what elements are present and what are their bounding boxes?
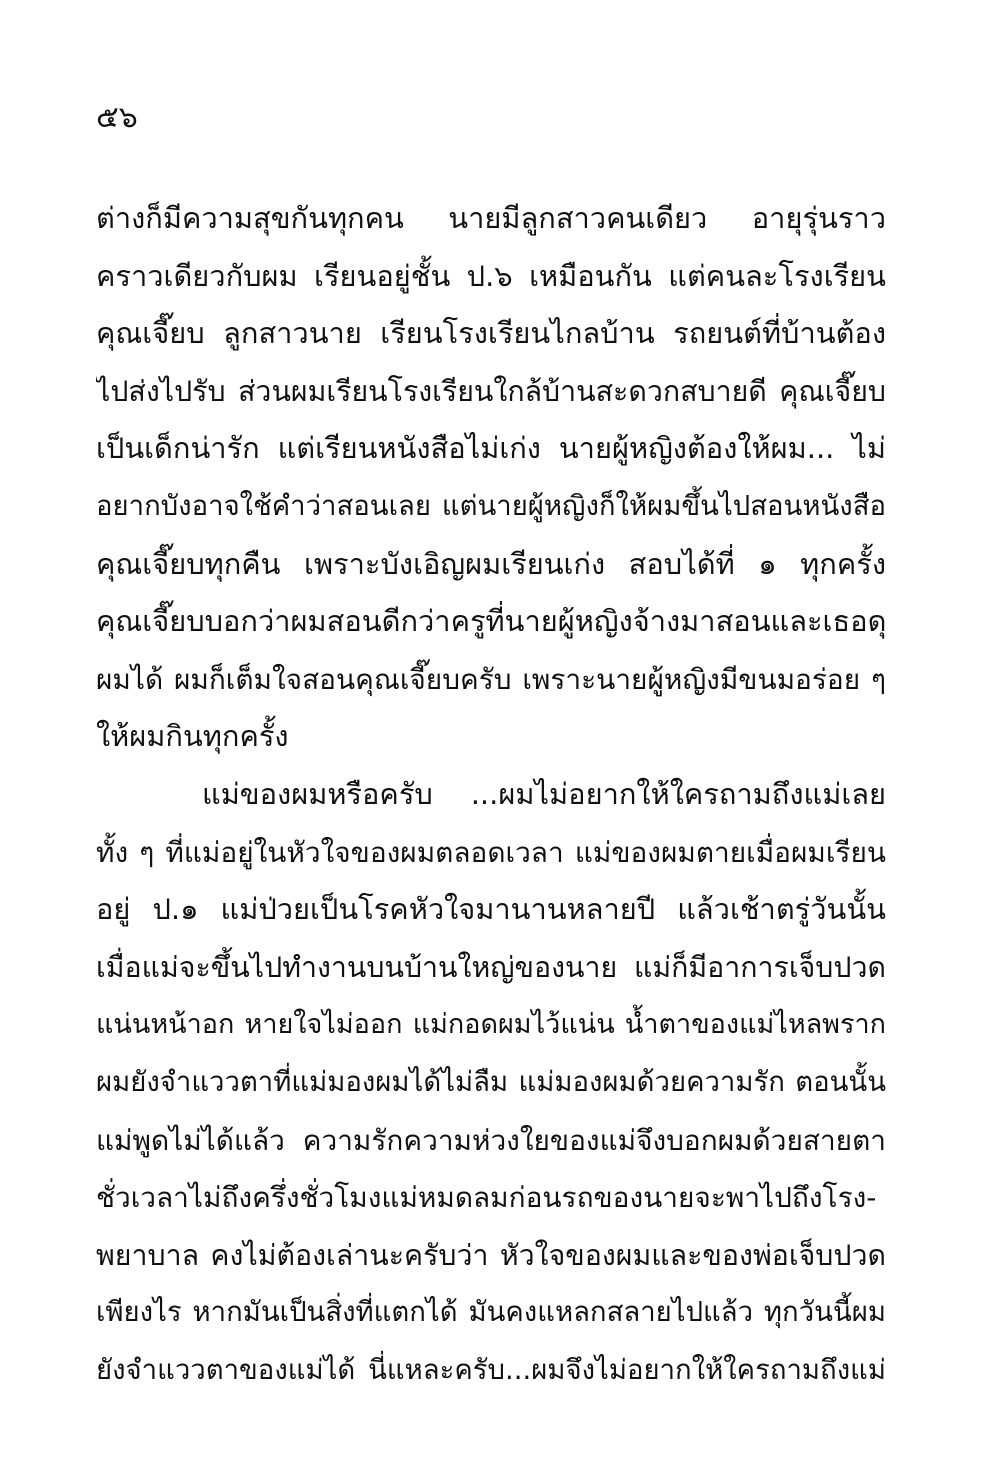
text-line: ต่างก็มีความสุขกันทุกคน นายมีลูกสาวคนเดียว อายุรุ่นราว: [96, 201, 886, 235]
text-line: เมื่อแม่จะขึ้นไปทำงานบนบ้านใหญ่ของนาย แม่ก็มีอาการเจ็บปวด: [96, 950, 886, 984]
text-line: แม่พูดไม่ได้แล้ว ความรักความห่วงใยของแม่จึงบอกผมด้วยสายตา: [96, 1123, 886, 1157]
text-line: เป็นเด็กน่ารัก แต่เรียนหนังสือไม่เก่ง นายผู้หญิงต้องให้ผม... ไม่: [96, 431, 886, 466]
text-line: ยังจำแววตาของแม่ได้ นี่แหละครับ...ผมจึงไม่อยากให้ใครถามถึงแม่: [96, 1353, 886, 1386]
text-line: แม่ของผมหรือครับ ...ผมไม่อยากให้ใครถามถึงแม่เลย: [202, 776, 886, 811]
text-line: พยาบาล คงไม่ต้องเล่านะครับว่า หัวใจของผมและของพ่อเจ็บปวด: [96, 1238, 886, 1272]
text-line: ผมได้ ผมก็เต็มใจสอนคุณเจี๊ยบครับ เพราะนายผู้หญิงมีขนมอร่อย ๆ: [96, 662, 886, 696]
page-number: ๕๖: [96, 100, 138, 135]
text-line: ให้ผมกินทุกครั้ง: [96, 719, 289, 754]
text-line: คุณเจี๊ยบทุกคืน เพราะบังเอิญผมเรียนเก่ง สอบได้ที่ ๑ ทุกครั้ง: [96, 546, 886, 581]
body-text: [96, 190, 886, 1399]
text-line: ทั้ง ๆ ที่แม่อยู่ในหัวใจของผมตลอดเวลา แม่ของผมตายเมื่อผมเรียน: [96, 835, 886, 869]
text-line: คราวเดียวกับผม เรียนอยู่ชั้น ป.๖ เหมือนกัน แต่คนละโรงเรียน: [96, 258, 886, 293]
text-line: อยู่ ป.๑ แม่ป่วยเป็นโรคหัวใจมานานหลายปี แล้วเช้าตรู่วันนั้น: [96, 892, 886, 927]
text-line: คุณเจี๊ยบบอกว่าผมสอนดีกว่าครูที่นายผู้หญิงจ้างมาสอนและเธอดุ: [96, 604, 886, 639]
text-line: แน่นหน้าอก หายใจไม่ออก แม่กอดผมไว้แน่น น้ำตาของแม่ไหลพราก: [96, 1009, 886, 1041]
text-line: ชั่วเวลาไม่ถึงครึ่งชั่วโมงแม่หมดลมก่อนรถของนายจะพาไปถึงโรง-: [96, 1181, 877, 1215]
text-line: อยากบังอาจใช้คำว่าสอนเลย แต่นายผู้หญิงก็ให้ผมขึ้นไปสอนหนังสือ: [96, 489, 886, 522]
text-line: คุณเจี๊ยบ ลูกสาวนาย เรียนโรงเรียนไกลบ้าน รถยนต์ที่บ้านต้อง: [96, 316, 886, 351]
text-line: เพียงไร หากมันเป็นสิ่งที่แตกได้ มันคงแหลกสลายไปแล้ว ทุกวันนี้ผม: [96, 1296, 886, 1329]
text-line: ผมยังจำแววตาที่แม่มองผมได้ไม่ลืม แม่มองผมด้วยความรัก ตอนนั้น: [96, 1065, 886, 1098]
text-line: ไปส่งไปรับ ส่วนผมเรียนโรงเรียนใกล้บ้านสะดวกสบายดี คุณเจี๊ยบ: [96, 374, 886, 408]
